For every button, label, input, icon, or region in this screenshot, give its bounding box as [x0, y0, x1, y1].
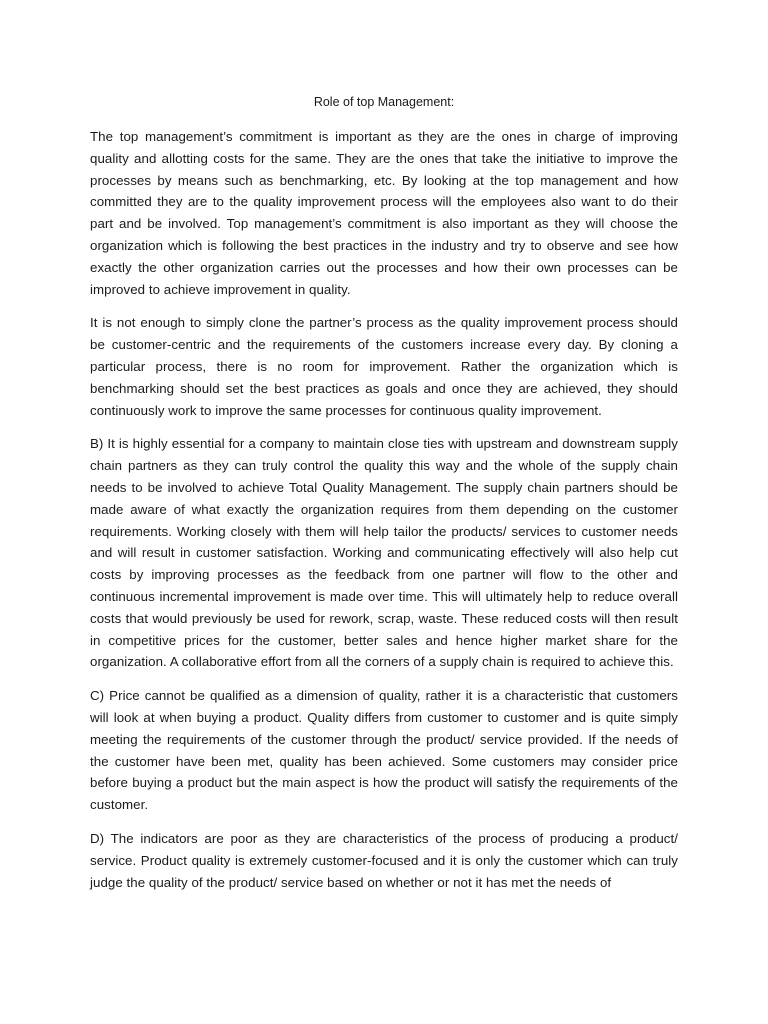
paragraph-b-supply-chain: B) It is highly essential for a company to maintain close ties with upstream and downstream supply chain partners as they can truly control the quality this way and the whole of the supply chain needs to be involved to achieve Total Quality Management. The supply chain partners should be made aware of what exactly the organization requires from them depending on the customer requirements. Working closely with them will help tailor the products/ services to customer needs and will result in customer satisfaction. Working and communicating effectively will also help cut costs by improving processes as the feedback from one partner will flow to the other and continuous incremental improvement is made over time. This will ultimately help to reduce overall costs that would previously be used for rework, scrap, waste. These reduced costs will then result in competitive prices for the customer, better sales and hence higher market share for the organization. A collaborative effort from all the corners of a supply chain is required to achieve this.	[90, 436, 678, 670]
paragraph-clone-process: It is not enough to simply clone the partner’s process as the quality improvement process should be customer-centric and the requirements of the customers increase every day. By cloning a particular process, there is no room for improvement. Rather the organization which is benchmarking should set the best practices as goals and once they are achieved, they should continuously work to improve the same processes for continuous quality improvement.	[90, 315, 678, 418]
paragraph-top-management: The top management’s commitment is important as they are the ones in charge of improving quality and allotting costs for the same. They are the ones that take the initiative to improve the processes by means such as benchmarking, etc. By looking at the top management and how committed they are to the quality improvement process will the employees also want to do their part and be involved. Top management’s commitment is also important as they will choose the organization which is following the best practices in the industry and try to observe and see how exactly the other organization carries out the processes and how their own processes can be improved to achieve improvement in quality.	[90, 129, 678, 297]
paragraph-d-indicators: D) The indicators are poor as they are characteristics of the process of producing a product/ service. Product quality is extremely customer-focused and it is only the customer which can truly judge the quality of the product/ service based on whether or not it has met the needs of	[90, 830, 678, 890]
document-title: Role of top Management:	[313, 95, 455, 109]
paragraph-c-price: C) Price cannot be qualified as a dimension of quality, rather it is a characteristic that customers will look at when buying a product. Quality differs from customer to customer and is quite simply meeting the requirements of the customer through the product/ service provided. If the needs of the customer have been met, quality has been achieved. Some customers may consider price before buying a product but the main aspect is how the product will satisfy the requirements of the customer.	[90, 688, 678, 813]
document-page	[90, 93, 678, 905]
